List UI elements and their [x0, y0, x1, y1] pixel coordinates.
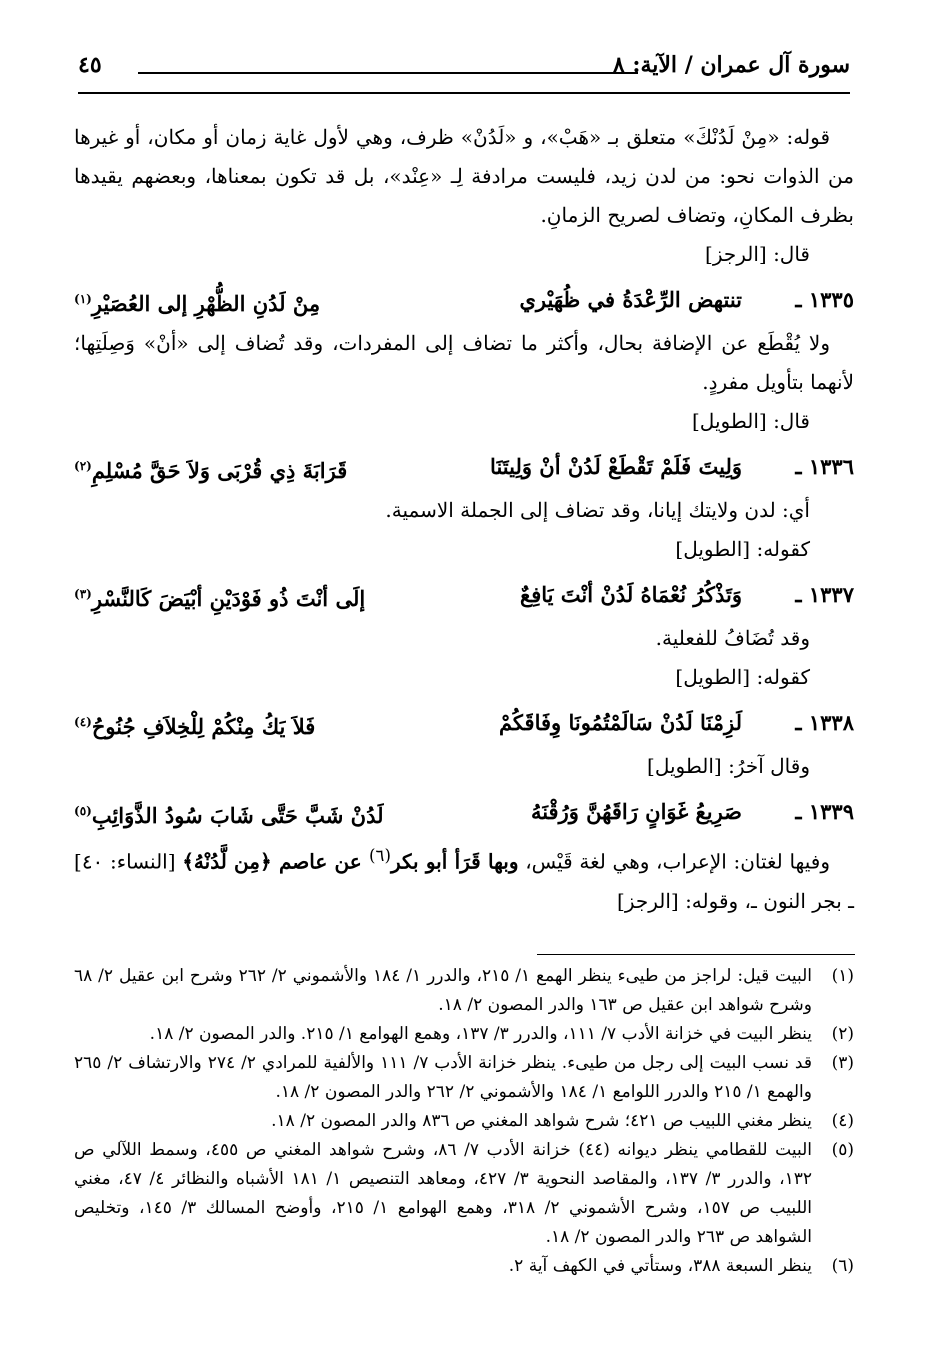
footnote-number: (٤) — [831, 1111, 854, 1131]
footnote — [74, 1107, 854, 1136]
paragraph-text: وفيها لغتان: الإعراب، وهي لغة قَيْس، — [518, 849, 831, 874]
footnotes — [74, 962, 854, 1281]
verse-first-hemistich: وَلِيتَ فَلَمْ تَقْطَعْ لَدُنْ أنْ وَلِيتَنَا — [490, 454, 742, 479]
hemistich-text: قَرَابَةَ ذِي قُرْبَى وَلاَ حَقَّ مُسْلِمِ — [91, 458, 348, 483]
hemistich-text: إلَى أنْتَ ذُو فَوْدَيْنِ أبْيَضَ كَالنَّسْرِ — [91, 586, 366, 611]
quran-quote: عن عاصم ﴿مِن لَّدُنْهُ﴾ — [182, 849, 369, 874]
verse-first-hemistich: وَتَذْكُرُ نُعْمَاهُ لَدُنْ أنْتَ يَافِعٌ — [520, 582, 742, 607]
footnote-text: ينظر مغني اللبيب ص ٤٢١؛ شرح شواهد المغني ص ٨٣٦ والدر المصون ٢/ ١٨. — [271, 1111, 812, 1131]
meter-label: كقوله: [الطويل] — [675, 665, 810, 689]
hemistich-text: فَلاَ يَكُ مِنْكُمْ لِلْخِلاَفِ جُنُوحُ — [91, 714, 316, 739]
meter-label: وقال آخرُ: [الطويل] — [647, 754, 810, 778]
footnote-marker: (٥) — [74, 804, 92, 818]
footnote-marker: (٦) — [368, 846, 391, 865]
verse-1338 — [74, 699, 854, 747]
footnote-text: ينظر البيت في خزانة الأدب ٧/ ١١١، والدرر ٣/ ١٣٧، وهمع الهوامع ١/ ٢١٥. والدر المصون ٢/ ١٨. — [149, 1024, 812, 1044]
verse-second-hemistich — [74, 703, 315, 746]
verse-first-hemistich: تنتهض الرِّعْدَةُ في ظُهَيْري — [519, 287, 742, 312]
footnote-number: (٥) — [831, 1140, 854, 1160]
verse-second-hemistich — [74, 792, 384, 835]
page-header — [78, 48, 850, 94]
main-text — [74, 118, 854, 921]
footnote-text: ينظر السبعة ٣٨٨، وستأتي في الكهف آية ٢. — [508, 1256, 812, 1276]
surah-title: سورة آل عمران / الآية: ٨ — [612, 52, 850, 78]
meter-label: قال: [الطويل] — [692, 409, 810, 433]
footnote-separator — [537, 954, 855, 955]
footnote-marker: (٣) — [74, 587, 92, 601]
footnote-text: قد نسب البيت إلى رجل من طيىء. ينظر خزانة الأدب ٧/ ١١١ والألفية للمرادي ٢/ ٢٧٤ والارتشاف ٢/ ٢٦٥ والهمع ١/ ٢١٥ والدرر اللوامع ١/ ١٨٤ والأشموني ٢/ ٢٦٢ والدر المصون ٢/ ١٨. — [74, 1053, 812, 1102]
verse-first-hemistich: لَزِمْنَا لَدُنْ سَالَمْتُمُونَا وِفَاقَكُمْ — [498, 710, 742, 735]
footnote-text: البيت قيل: لراجز من طيىء ينظر الهمع ١/ ٢١٥، والدرر ١/ ١٨٤ والأشموني ٢/ ٢٦٢ وشرح ابن عقيل ٢/ ٦٨ وشرح شواهد ابن عقيل ص ١٦٣ والدر المصون ٢/ ١٨. — [74, 966, 812, 1015]
page-number: ٤٥ — [78, 52, 102, 78]
verse-second-hemistich — [74, 447, 347, 490]
footnote — [74, 1049, 854, 1107]
paragraph: أي: لدن ولايتك إيانا، وقد تضاف إلى الجملة الاسمية. — [385, 498, 810, 522]
footnote — [74, 1252, 854, 1281]
paragraph: وقد تُضَافُ للفعلية. — [655, 626, 810, 650]
verse-1337 — [74, 571, 854, 619]
footnote-marker: (٤) — [74, 715, 92, 729]
meter-label: كقوله: [الطويل] — [675, 537, 810, 561]
footnote-number: (١) — [831, 966, 854, 986]
footnote — [74, 1136, 854, 1252]
hemistich-text: لَدُنْ شَبَّ حَتَّى شَابَ سُودُ الذَّوَائِبِ — [91, 803, 384, 828]
footnote — [74, 962, 854, 1020]
hemistich-text: مِنْ لَدُنِ الظُّهْرِ إلى العُصَيْرِ — [91, 291, 321, 316]
footnote — [74, 1020, 854, 1049]
reading-note: وبها قَرَأ أبو بكر — [390, 849, 519, 874]
verse-number: ١٣٣٨ ـ — [795, 710, 854, 735]
verse-second-hemistich — [74, 280, 320, 323]
verse-second-hemistich — [74, 575, 365, 618]
footnote-number: (٣) — [831, 1053, 854, 1073]
header-rule — [78, 92, 850, 94]
footnote-number: (٦) — [831, 1256, 854, 1276]
verse-number: ١٣٣٧ ـ — [795, 582, 854, 607]
header-divider — [138, 72, 638, 74]
verse-1336 — [74, 443, 854, 491]
paragraph: قوله: «مِنْ لَدُنْكَ» متعلق بـ «هَبْ»، و «لَدُنْ» ظرف، وهي لأول غاية زمان أو مكان، أو غيرها من الذوات نحو: من لدن زيد، فليست مرادفة لِـ «عِنْد»، بل قد تكون بمعناها، وبعضهم يقيدها بظرف المكانِ، وتضاف لصريح الزمانِ. — [74, 125, 854, 227]
verse-1339 — [74, 788, 854, 836]
footnote-text: البيت للقطامي ينظر ديوانه (٤٤) خزانة الأدب ٧/ ٨٦، وشرح شواهد المغني ص ٤٥٥، وسمط اللآلي ص ١٣٢، والدرر ٣/ ١٣٧، والمقاصد النحوية ٣/ ٤٢٧، ومعاهد التنصيص ١/ ١٨١ الأشباه والنظائر ٤/ ٤٧، مغني اللبيب ص ١٥٧، وشرح الأشموني ٢/ ٣١٨، وهمع الهوامع ١/ ٢١٥، وأوضح المسالك ٣/ ١٤٥، وتخليص الشواهد ص ٢٦٣ والدر المصون ٢/ ١٨. — [74, 1140, 813, 1247]
paragraph-text: [النساء: ٤٠] ـ بجر النون ـ، وقوله: [الرجز] — [74, 849, 854, 913]
verse-number: ١٣٣٩ ـ — [795, 799, 854, 824]
footnote-marker: (١) — [74, 292, 92, 306]
verse-1335 — [74, 276, 854, 324]
paragraph: ولا يُقْطَع عن الإضافة بحال، وأكثر ما تضاف إلى المفردات، وقد تُضاف إلى «أنْ» وَصِلَتِها؛ لأنهما بتأويل مفردٍ. — [74, 331, 854, 394]
paragraph — [74, 836, 854, 921]
verse-first-hemistich: صَرِيعُ غَوَانٍ رَاقَهُنَّ وَرُقْنَهُ — [530, 799, 742, 824]
footnote-number: (٢) — [831, 1024, 854, 1044]
verse-number: ١٣٣٥ ـ — [795, 287, 854, 312]
verse-number: ١٣٣٦ ـ — [795, 454, 854, 479]
footnote-marker: (٢) — [74, 459, 92, 473]
meter-label: قال: [الرجز] — [705, 242, 810, 266]
